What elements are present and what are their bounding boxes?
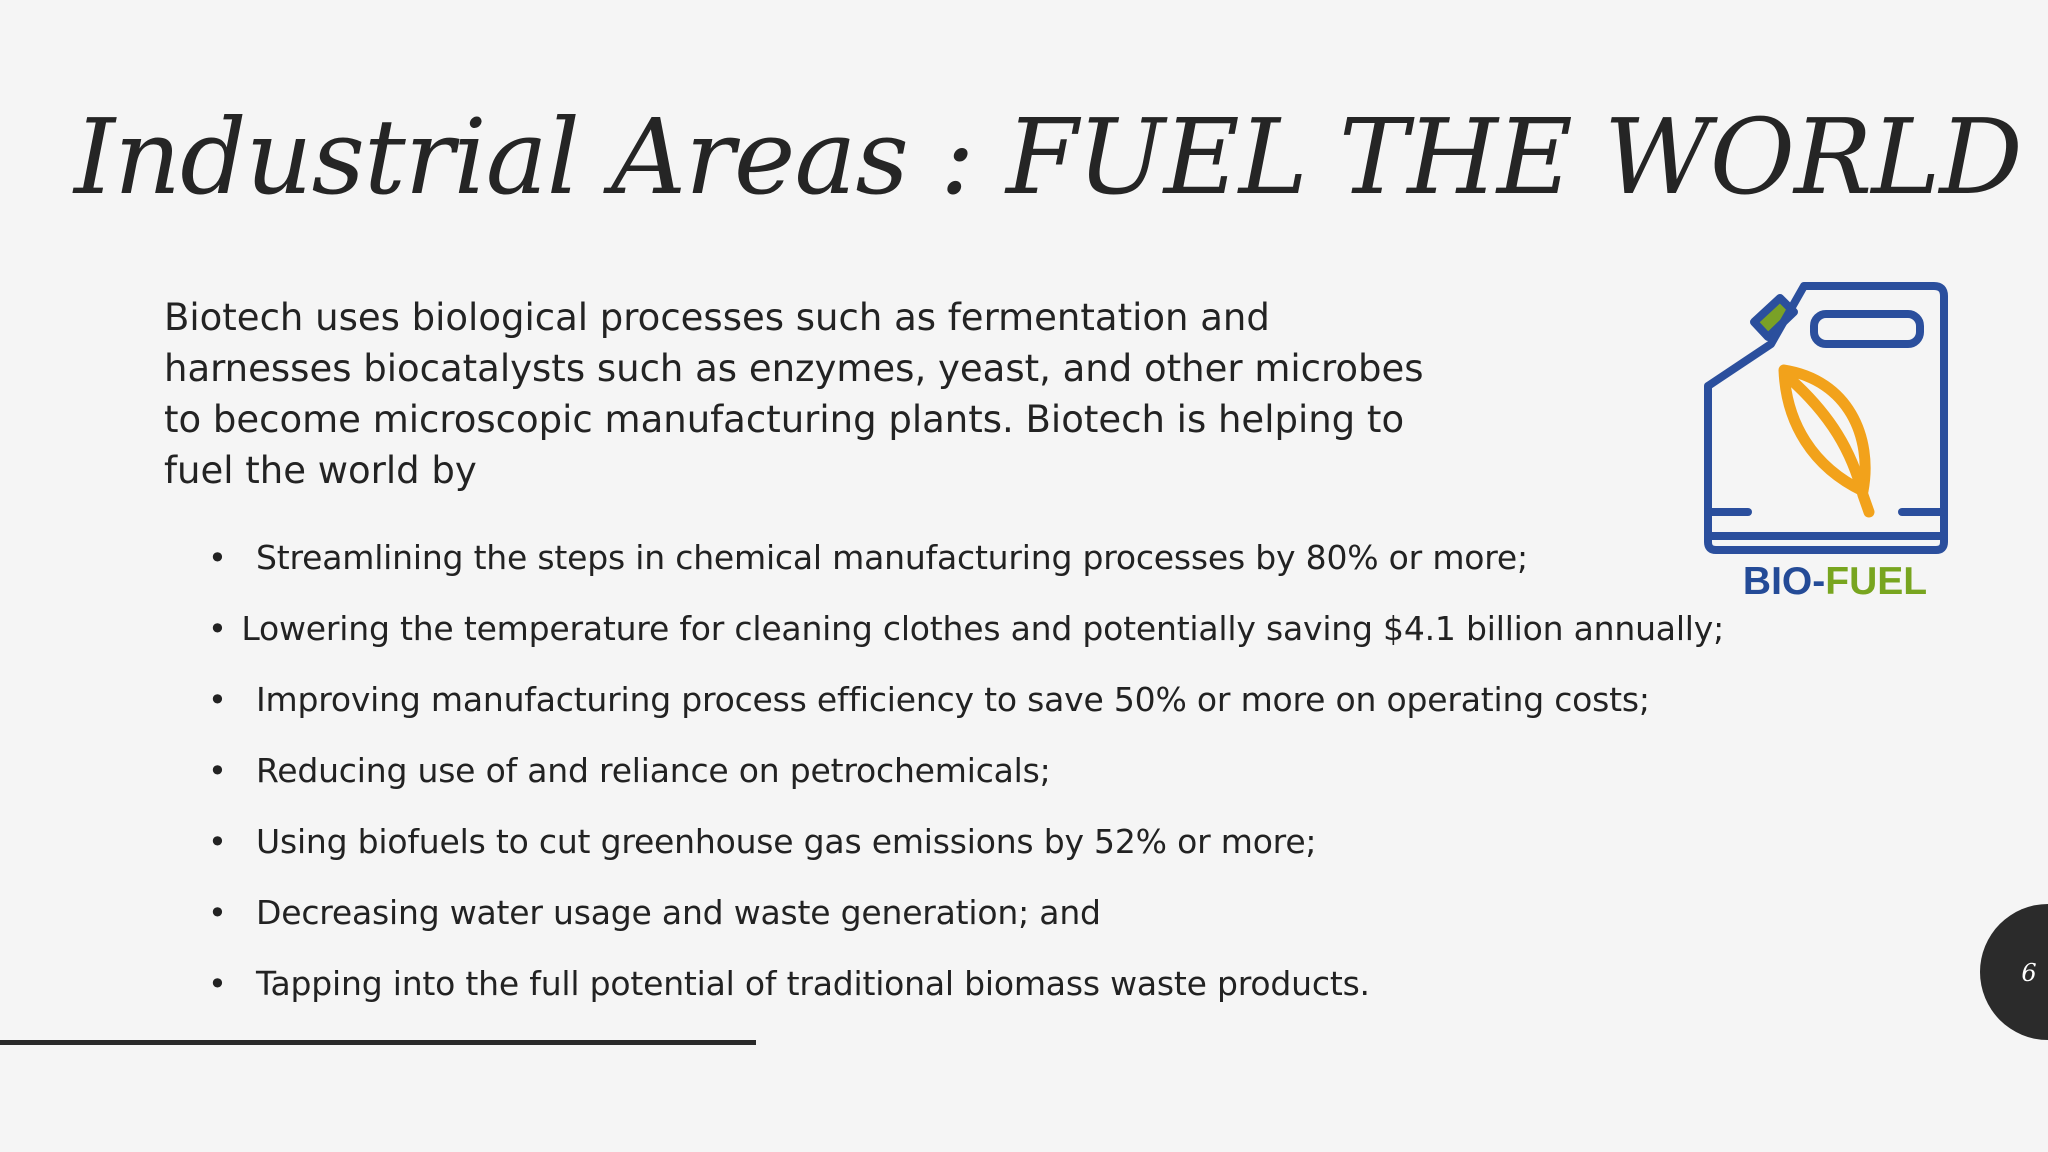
list-item xyxy=(164,806,1724,877)
list-item xyxy=(164,877,1724,948)
list-item xyxy=(164,948,1724,1019)
list-item xyxy=(164,522,1724,593)
fuel-label-part: FUEL xyxy=(1825,560,1928,603)
bullet-icon: • xyxy=(208,893,227,932)
bullet-text: Decreasing water usage and waste generation; and xyxy=(256,892,1101,932)
slide-title: Industrial Areas : FUEL THE WORLD xyxy=(74,96,2022,218)
benefit-list xyxy=(164,522,1724,1019)
bullet-icon: • xyxy=(208,609,227,648)
list-item xyxy=(164,664,1724,735)
bullet-text: Using biofuels to cut greenhouse gas emissions by 52% or more; xyxy=(256,821,1317,861)
list-item xyxy=(164,593,1724,664)
fuel-can-leaf-icon xyxy=(1704,274,1952,562)
page-number: 6 xyxy=(2021,959,2037,987)
bullet-text: Tapping into the full potential of traditional biomass waste products. xyxy=(256,963,1370,1003)
bio-label-part: BIO- xyxy=(1742,560,1826,603)
intro-paragraph: Biotech uses biological processes such as fermentation and harnesses biocatalysts such as enzymes, yeast, and other microbes to become microscopic manufacturing plants. Biotech is helping to fuel the world by xyxy=(164,296,1424,492)
bullet-icon: • xyxy=(208,538,227,577)
bullet-icon: • xyxy=(208,964,227,1003)
footer-divider xyxy=(0,1040,756,1045)
bullet-text: Improving manufacturing process efficiency to save 50% or more on operating costs; xyxy=(256,679,1650,719)
list-item xyxy=(164,735,1724,806)
bullet-icon: • xyxy=(208,680,227,719)
bullet-icon: • xyxy=(208,751,227,790)
bullet-text: Streamlining the steps in chemical manufacturing processes by 80% or more; xyxy=(256,537,1528,577)
bullet-text: Lowering the temperature for cleaning clothes and potentially saving $4.1 billion annually; xyxy=(241,608,1724,648)
bullet-text: Reducing use of and reliance on petrochemicals; xyxy=(256,750,1051,790)
bullet-icon: • xyxy=(208,822,227,861)
bio-fuel-label xyxy=(1740,560,1930,604)
